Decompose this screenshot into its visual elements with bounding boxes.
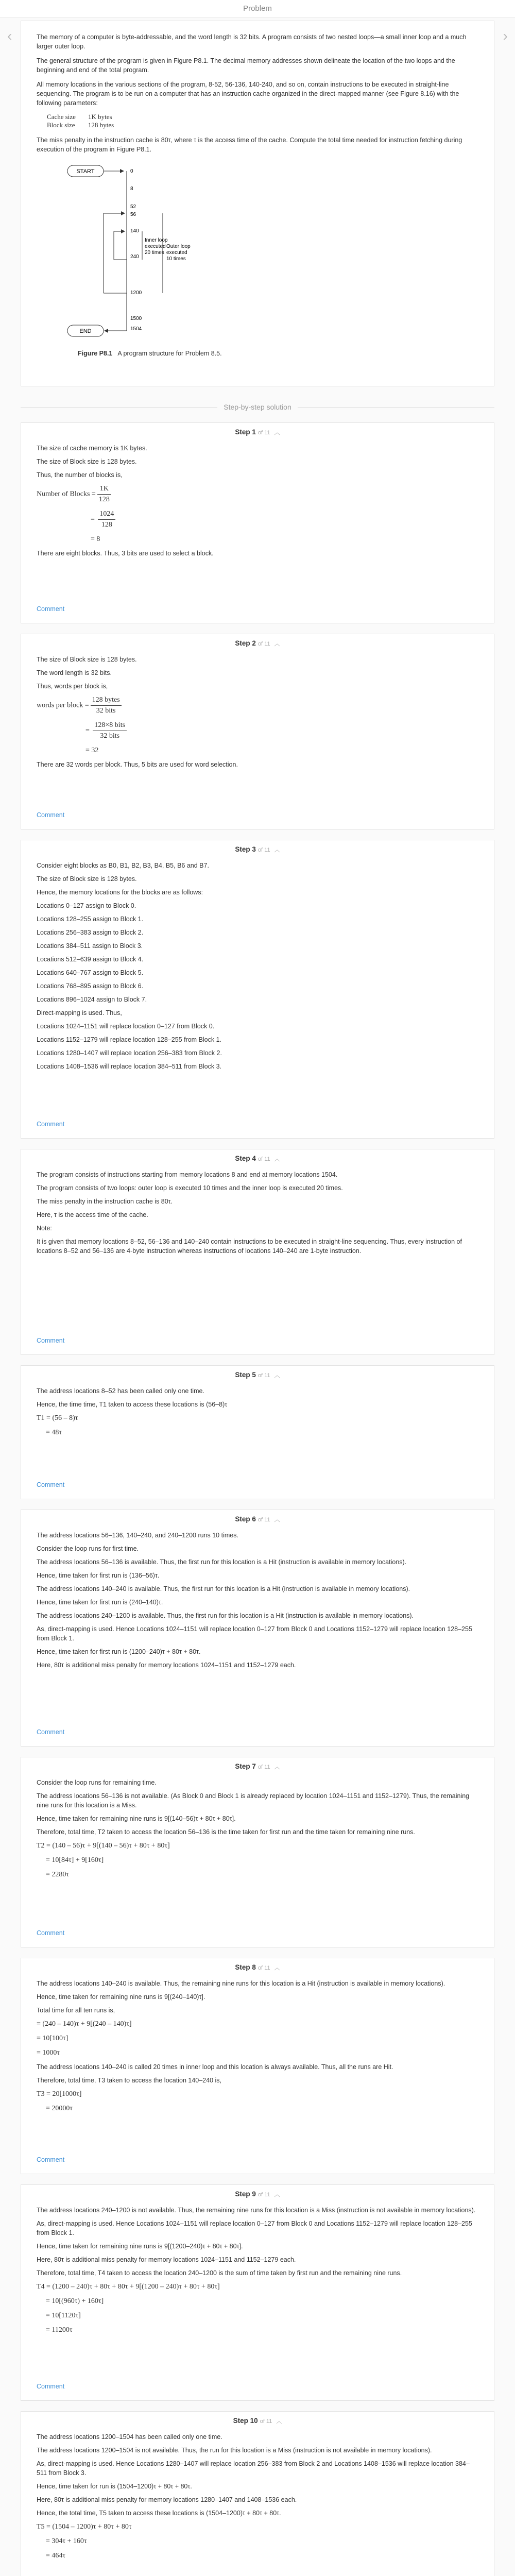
chevron-up-icon: ︿ (274, 1156, 280, 1162)
step-text: Locations 512–639 assign to Block 4. (37, 956, 144, 963)
step-text: As, direct-mapping is used. Hence Locations 1024–1151 will replace location 0–127 from Block 0 and Locations 1152–1279 will replace location 128–255 from Block 1. (37, 2220, 472, 2236)
step-text: The size of Block size is 128 bytes. (37, 458, 137, 465)
chevron-up-icon: ︿ (274, 430, 280, 436)
step-card (21, 2184, 494, 2401)
addr-label: 140 (130, 228, 139, 234)
step-text: Locations 1280–1407 will replace location 256–383 from Block 2. (37, 1049, 222, 1057)
equation: = 48τ (46, 1429, 62, 1436)
equation: = 20000τ (46, 2105, 73, 2112)
comment-link[interactable]: Comment (37, 2156, 65, 2163)
chevron-up-icon: ︿ (274, 1517, 280, 1523)
step-text: Consider the loop runs for remaining time. (37, 1779, 157, 1786)
step-text: The program consists of two loops: outer loop is executed 10 times and the inner loop is executed 20 times. (37, 1184, 343, 1192)
param-value: 128 bytes (88, 121, 114, 129)
step-header[interactable]: Step 3 of 11 ︿ (235, 845, 280, 853)
step-header[interactable]: Step 6 of 11 ︿ (235, 1515, 280, 1523)
step-text: Locations 768–895 assign to Block 6. (37, 982, 144, 990)
step-text: Locations 1152–1279 will replace location 128–255 from Block 1. (37, 1036, 222, 1043)
step-card (21, 1510, 494, 1747)
param-label: Cache size (47, 113, 76, 121)
equation: = 304τ + 160τ (46, 2537, 87, 2545)
step-text: Consider the loop runs for first time. (37, 1545, 139, 1552)
comment-link[interactable]: Comment (37, 605, 65, 613)
addr-label: 240 (130, 254, 139, 260)
step-card (21, 2411, 494, 2576)
equation: T2 = (140 – 56)τ + 9[(140 – 56)τ + 80τ + 80τ] (37, 1842, 170, 1850)
step-text: Therefore, total time, T3 taken to access the location 140–240 is, (37, 2077, 222, 2084)
chevron-up-icon: ︿ (274, 1965, 280, 1971)
step-text: Therefore, total time, T2 taken to access the location 56–136 is the time taken for first run and the time taken for remaining nine runs. (37, 1828, 415, 1836)
step-card (21, 1365, 494, 1499)
equation: = (240 – 140)τ + 9[(240 – 140)τ] (37, 2020, 132, 2028)
equation: T5 = (1504 – 1200)τ + 80τ + 80τ (37, 2523, 132, 2531)
step-text: Locations 384–511 assign to Block 3. (37, 942, 143, 950)
step-text: Hence, time taken for remaining nine runs is 9[(140–56)τ + 80τ + 80τ]. (37, 1815, 236, 1822)
step-text: Total time for all ten runs is, (37, 2007, 115, 2014)
step-text: The address locations 1200–1504 has been called only one time. (37, 2433, 222, 2441)
addr-label: 56 (130, 212, 136, 217)
addr-label: 1504 (130, 326, 142, 332)
chevron-up-icon: ︿ (274, 2192, 280, 2198)
step-text: Here, 80τ is additional miss penalty for memory locations 1024–1151 and 1152–1279 each. (37, 1662, 296, 1669)
step-text: The address locations 8–52 has been called only one time. (37, 1387, 204, 1395)
step-header[interactable]: Step 2 of 11 ︿ (235, 639, 280, 647)
chevron-up-icon: ︿ (274, 847, 280, 853)
equation: = 11200τ (46, 2326, 73, 2334)
step-card (21, 634, 494, 829)
equation: = 1000τ (37, 2049, 60, 2057)
equation: = 8 (91, 535, 100, 543)
equation: = 10[(960τ) + 160τ] (46, 2297, 104, 2305)
equation: = $\frac{1024}{128}$ (91, 509, 478, 530)
step-text: The address locations 140–240 is available. Thus, the first run for this location is a Hit (instruction is available in memory locations). (37, 1585, 410, 1592)
step-text: Hence, the total time, T5 taken to access these locations is (1504–1200)τ + 80τ + 80τ. (37, 2510, 281, 2517)
step-text: Hence, time taken for first run is (240–140)τ. (37, 1599, 163, 1606)
step-card (21, 422, 494, 623)
step-text: Here, 80τ is additional miss penalty for memory locations 1024–1151 and 1152–1279 each. (37, 2256, 296, 2263)
start-label: START (76, 168, 95, 175)
step-text: The address locations 240–1200 is available. Thus, the first run for this location is a Hit (instruction is available in memory locations). (37, 1612, 414, 1619)
problem-card (21, 21, 494, 386)
outer-loop-label: Outer loop executed 10 times (166, 244, 191, 262)
equation: = 10[1120τ] (46, 2312, 81, 2319)
step-header[interactable]: Step 7 of 11 ︿ (235, 1762, 280, 1770)
chevron-up-icon: ︿ (274, 1372, 280, 1379)
comment-link[interactable]: Comment (37, 1481, 65, 1488)
addr-label: 1200 (130, 290, 142, 296)
step-text: Hence, time taken for first run is (1200–240)τ + 80τ + 80τ. (37, 1648, 201, 1655)
prev-arrow-icon[interactable]: ‹ (7, 28, 12, 44)
step-text: The address locations 140–240 is available. Thus, the remaining nine runs for this location is a Hit (instruction is available in memory locations). (37, 1980, 445, 1987)
figure-caption: Figure P8.1 A program structure for Problem 8.5. (78, 350, 222, 357)
addr-label: 8 (130, 186, 133, 192)
equation: = 10[100τ] (37, 2035, 68, 2042)
comment-link[interactable]: Comment (37, 1929, 65, 1937)
step-header[interactable]: Step 1 of 11 ︿ (235, 428, 280, 436)
step-text: The address locations 140–240 is called 20 times in inner loop and this location is always available. Thus, all the runs are Hit. (37, 2063, 393, 2071)
page-title: Problem (243, 4, 272, 13)
step-text: Locations 1408–1536 will replace location 384–511 from Block 3. (37, 1063, 222, 1070)
step-text: Direct-mapping is used. Thus, (37, 1009, 122, 1016)
step-card (21, 1149, 494, 1355)
equation: T3 = 20[1000τ] (37, 2090, 82, 2098)
step-header[interactable]: Step 5 of 11 ︿ (235, 1371, 280, 1379)
step-text: Locations 256–383 assign to Block 2. (37, 929, 144, 936)
step-text: Thus, words per block is, (37, 683, 108, 690)
step-text: As, direct-mapping is used. Hence Locations 1024–1151 will replace location 0–127 from Block 0 and Locations 1152–1279 will replace location 128–255 from Block 1. (37, 1625, 472, 1642)
step-text: There are eight blocks. Thus, 3 bits are used to select a block. (37, 550, 214, 557)
end-label: END (79, 328, 92, 334)
cache-params (47, 113, 126, 129)
step-text: The address locations 56–136 is available. Thus, the first run for this location is a Hit (instruction is available in memory locations). (37, 1558, 407, 1566)
equation: = 2280τ (46, 1871, 70, 1878)
step-text: Thus, the number of blocks is, (37, 471, 123, 479)
step-card (21, 840, 494, 1139)
chevron-up-icon: ︿ (276, 2418, 282, 2425)
step-text: Note: (37, 1225, 52, 1232)
problem-text: The memory of a computer is byte-addressable, and the word length is 32 bits. A program consists of two nested loops—a small inner loop and a much larger outer loop. (37, 33, 467, 50)
problem-text: All memory locations in the various sections of the program, 8-52, 56-136, 140-240, and so on, contain instructions to be executed in straight-line sequencing. The program is to be run on a computer that has an instruction cache organized in the direct-mapped manner (see Figure 8.16) with the following parameters: (37, 81, 459, 107)
program-structure-figure (47, 159, 284, 350)
equation: = 32 (85, 747, 99, 754)
step-header[interactable]: Step 8 of 11 ︿ (235, 1963, 280, 1971)
step-header[interactable]: Step 4 of 11 ︿ (235, 1155, 280, 1162)
step-text: There are 32 words per block. Thus, 5 bits are used for word selection. (37, 761, 238, 768)
step-text: The word length is 32 bits. (37, 669, 112, 676)
step-text: It is given that memory locations 8–52, 56–136 and 140–240 contain instructions to be executed in straight-line sequencing. Thus, every instruction of locations 8–52 and 56–136 are 4-byte instruction whereas instructions of locations 140–240 are 1-byte instruction. (37, 1238, 462, 1255)
chevron-up-icon: ︿ (274, 641, 280, 647)
chevron-up-icon: ︿ (274, 1764, 280, 1770)
step-text: The address locations 56–136 is not available. (As Block 0 and Block 1 is already replaced by location 1024–1151 and 1152–1279). Thus, the remaining nine runs for this location is a Miss. (37, 1792, 470, 1809)
step-text: Here, τ is the access time of the cache. (37, 1211, 148, 1218)
step-text: The address locations 240–1200 is not available. Thus, the remaining nine runs for this location is a Miss (instruction is not available in memory locations). (37, 2207, 476, 2214)
comment-link[interactable]: Comment (37, 811, 65, 819)
equation: words per block = $\frac{\text{128 bytes}}{\text{32 bits}}$ (37, 695, 478, 716)
top-bar (0, 0, 515, 18)
step-text: As, direct-mapping is used. Hence Locations 1280–1407 will replace location 256–383 from Block 2 and Locations 1408–1536 will replace location 384–511 from Block 3. (37, 2460, 470, 2477)
step-text: Locations 0–127 assign to Block 0. (37, 902, 136, 909)
step-text: Therefore, total time, T4 taken to access the location 240–1200 is the sum of time taken by first run and the remaining nine runs. (37, 2269, 402, 2277)
problem-text: The general structure of the program is given in Figure P8.1. The decimal memory addresses shown delineate the location of the two loops and the beginning and end of the total program. (37, 57, 455, 74)
step-text: The size of Block size is 128 bytes. (37, 656, 137, 663)
param-label: Block size (47, 121, 75, 129)
step-text: Hence, time taken for remaining nine runs is 9[(240–140)τ]. (37, 1993, 205, 2001)
step-card (21, 1757, 494, 1947)
step-text: Locations 1024–1151 will replace location 0–127 from Block 0. (37, 1023, 215, 1030)
step-text: The size of cache memory is 1K bytes. (37, 445, 147, 452)
step-text: Hence, the time time, T1 taken to access these locations is (56–8)τ (37, 1401, 228, 1408)
solution-label: Step-by-step solution (0, 403, 515, 411)
step-text: Locations 896–1024 assign to Block 7. (37, 996, 147, 1003)
comment-link[interactable]: Comment (37, 1337, 65, 1344)
step-text: Hence, time taken for run is (1504–1200)τ + 80τ + 80τ. (37, 2483, 192, 2490)
addr-label: 1500 (130, 316, 142, 321)
addr-label: 0 (130, 168, 133, 174)
step-text: Here, 80τ is additional miss penalty for memory locations 1280–1407 and 1408–1536 each. (37, 2496, 297, 2503)
equation: = $\frac{\text{128×8 bits}}{\text{32 bits}}$ (85, 720, 478, 741)
equation: Number of Blocks = $\frac{1K}{128}$ (37, 484, 478, 505)
equation: T4 = (1200 – 240)τ + 80τ + 80τ + 9[(1200 – 240)τ + 80τ + 80τ] (37, 2283, 220, 2291)
step-header[interactable]: Step 10 of 11 ︿ (233, 2417, 282, 2425)
step-text: Consider eight blocks as B0, B1, B2, B3, B4, B5, B6 and B7. (37, 862, 209, 869)
step-text: Hence, time taken for first run is (136–56)τ. (37, 1572, 160, 1579)
step-text: The miss penalty in the instruction cache is 80τ. (37, 1198, 173, 1205)
step-text: The program consists of instructions starting from memory locations 8 and end at memory locations 1504. (37, 1171, 338, 1178)
equation: T1 = (56 – 8)τ (37, 1414, 78, 1422)
step-text: Locations 640–767 assign to Block 5. (37, 969, 144, 976)
step-text: The address locations 1200–1504 is not available. Thus, the run for this location is a Miss (instruction is not available in memory locations). (37, 2447, 432, 2454)
param-value: 1K bytes (88, 113, 112, 121)
comment-link[interactable]: Comment (37, 1728, 65, 1736)
step-card (21, 1958, 494, 2174)
flowchart-svg (47, 159, 284, 350)
equation: = 464τ (46, 2552, 66, 2560)
addr-label: 52 (130, 204, 136, 210)
inner-loop-label: Inner loop executed 20 times (145, 238, 168, 256)
equation: = 10[84τ] + 9[160τ] (46, 1856, 104, 1864)
step-text: Hence, time taken for remaining nine runs is 9[(1200–240)τ + 80τ + 80τ]. (37, 2243, 243, 2250)
comment-link[interactable]: Comment (37, 2383, 65, 2390)
step-header[interactable]: Step 9 of 11 ︿ (235, 2190, 280, 2198)
step-text: The address locations 56–136, 140–240, and 240–1200 runs 10 times. (37, 1532, 238, 1539)
problem-text: The miss penalty in the instruction cache is 80τ, where τ is the access time of the cache. Compute the total time needed for instruction fetching during execution of the program in Figure P8.1. (37, 137, 462, 153)
step-text: Hence, the memory locations for the blocks are as follows: (37, 889, 203, 896)
comment-link[interactable]: Comment (37, 1121, 65, 1128)
step-text: The size of Block size is 128 bytes. (37, 875, 137, 883)
step-text: Locations 128–255 assign to Block 1. (37, 916, 144, 923)
next-arrow-icon[interactable]: › (503, 28, 508, 44)
